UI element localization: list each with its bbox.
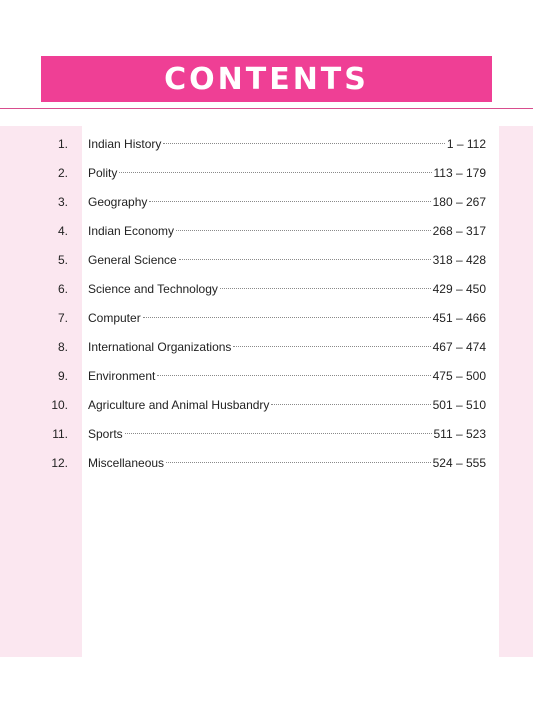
toc-entry-number: 3.	[57, 195, 68, 209]
toc-entry-number: 2.	[57, 166, 68, 180]
toc-entry-number: 7.	[57, 311, 68, 325]
toc-entry-pages: 1 – 112	[446, 137, 486, 151]
toc-entry-number: 9.	[57, 369, 68, 383]
toc-entry-pages: 318 – 428	[432, 253, 486, 267]
toc-entry-pages: 113 – 179	[433, 166, 486, 180]
toc-entry-title: Miscellaneous	[88, 456, 165, 470]
dot-leader	[220, 288, 431, 289]
toc-entry-pages: 268 – 317	[432, 224, 486, 238]
toc-entry-science-and-technology[interactable]	[0, 277, 533, 306]
toc-entry-title: Environment	[88, 369, 156, 383]
toc-entry-general-science[interactable]	[0, 248, 533, 277]
toc-entry-number: 5.	[57, 253, 68, 267]
dot-leader	[179, 259, 431, 260]
toc-entry-title: International Organizations	[88, 340, 232, 354]
toc-entry-environment[interactable]	[0, 364, 533, 393]
dot-leader	[143, 317, 431, 318]
toc-entry-number: 1.	[57, 137, 68, 151]
toc-entry-polity[interactable]	[0, 161, 533, 190]
toc-entry-title: Polity	[88, 166, 118, 180]
toc-entry-miscellaneous[interactable]	[0, 451, 533, 480]
toc-entry-geography[interactable]	[0, 190, 533, 219]
toc-entry-title: Sports	[88, 427, 123, 441]
toc-entry-line	[88, 219, 486, 244]
toc-entry-pages: 511 – 523	[433, 427, 486, 441]
toc-entry-computer[interactable]	[0, 306, 533, 335]
toc-entry-sports[interactable]	[0, 422, 533, 451]
toc-entry-title: Agriculture and Animal Husbandry	[88, 398, 270, 412]
dot-leader	[233, 346, 430, 347]
toc-entry-pages: 501 – 510	[432, 398, 486, 412]
toc-entry-line	[88, 451, 486, 476]
toc-entry-international-organizations[interactable]	[0, 335, 533, 364]
toc-entry-indian-economy[interactable]	[0, 219, 533, 248]
toc-entry-number: 4.	[57, 224, 68, 238]
toc-entry-line	[88, 393, 486, 418]
toc-entry-indian-history[interactable]	[0, 132, 533, 161]
toc-entry-title: Indian Economy	[88, 224, 175, 238]
toc-entry-pages: 467 – 474	[432, 340, 486, 354]
toc-entry-pages: 524 – 555	[432, 456, 486, 470]
toc-entry-number: 12.	[51, 456, 68, 470]
title-banner	[41, 56, 492, 102]
toc-entry-number: 6.	[57, 282, 68, 296]
toc-entry-line	[88, 190, 486, 215]
toc-entry-line	[88, 306, 486, 331]
toc-entry-pages: 475 – 500	[432, 369, 486, 383]
toc-entry-line	[88, 248, 486, 273]
toc-entry-line	[88, 161, 486, 186]
toc-entry-title: Indian History	[88, 137, 162, 151]
dot-leader	[271, 404, 430, 405]
toc-entry-title: General Science	[88, 253, 177, 267]
dot-leader	[149, 201, 430, 202]
toc-entry-title: Geography	[88, 195, 148, 209]
toc-entry-agriculture-and-animal-husbandry[interactable]	[0, 393, 533, 422]
toc-entry-pages: 451 – 466	[432, 311, 486, 325]
dot-leader	[166, 462, 431, 463]
dot-leader	[176, 230, 431, 231]
toc-entry-line	[88, 132, 486, 157]
toc-entry-line	[88, 335, 486, 360]
dot-leader	[119, 172, 431, 173]
toc-entry-pages: 429 – 450	[432, 282, 486, 296]
toc-entry-number: 11.	[52, 427, 68, 441]
toc-entry-number: 10.	[51, 398, 68, 412]
dot-leader	[125, 433, 432, 434]
toc-entry-number: 8.	[57, 340, 68, 354]
toc-entry-line	[88, 422, 486, 447]
table-of-contents	[0, 132, 533, 480]
dot-leader	[157, 375, 430, 376]
toc-entry-pages: 180 – 267	[432, 195, 486, 209]
dot-leader	[163, 143, 444, 144]
toc-entry-title: Science and Technology	[88, 282, 218, 296]
title-divider	[0, 108, 533, 109]
toc-entry-title: Computer	[88, 311, 141, 325]
page-title: CONTENTS	[164, 62, 369, 97]
toc-entry-line	[88, 277, 486, 302]
toc-entry-line	[88, 364, 486, 389]
